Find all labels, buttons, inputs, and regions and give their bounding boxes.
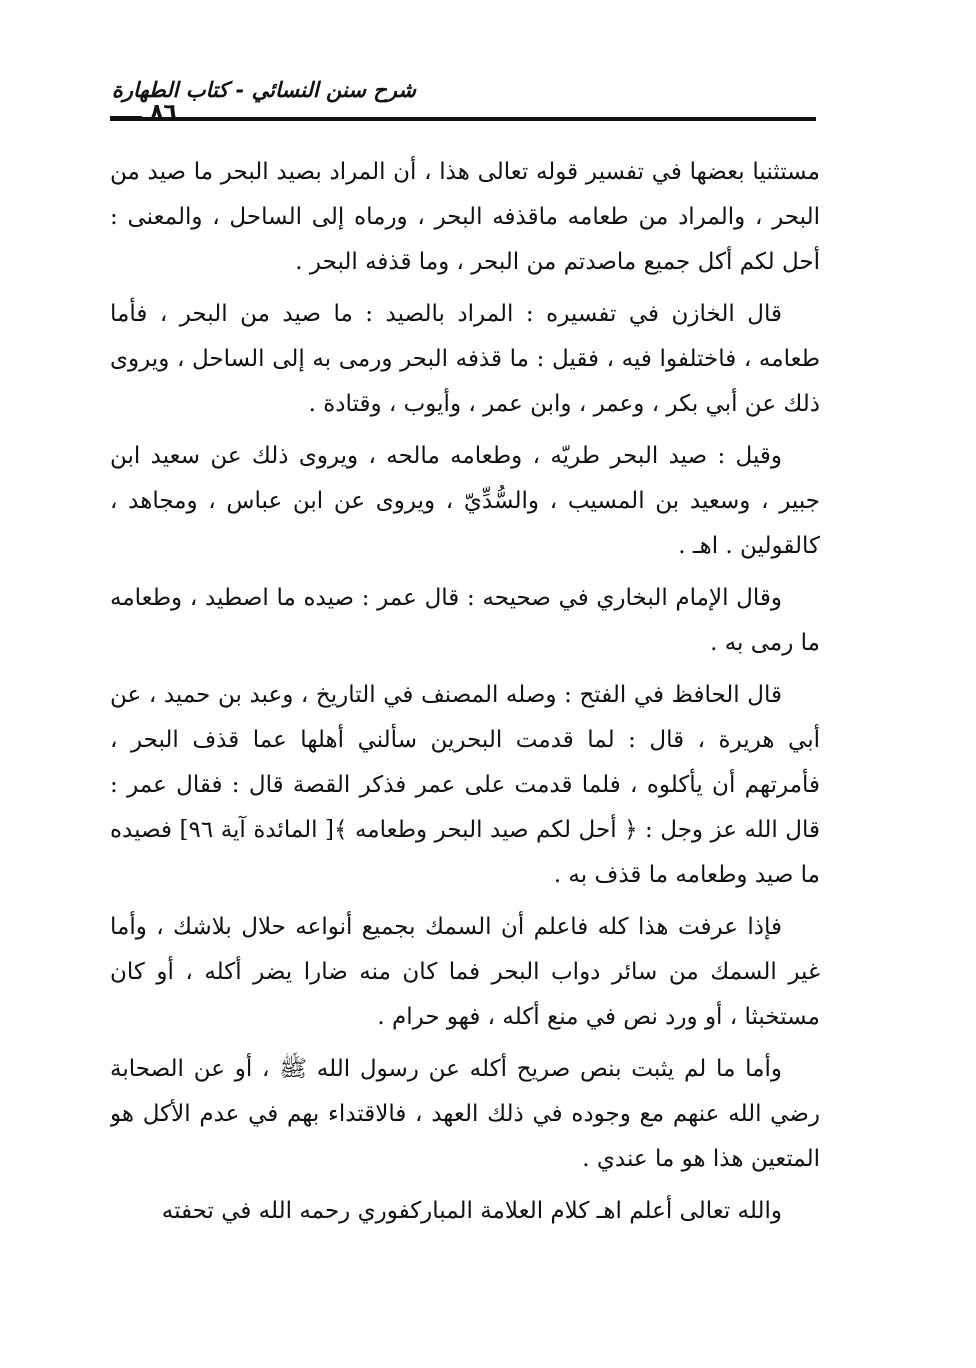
paragraph-sahaba: وأما ما لم يثبت بنص صريح أكله عن رسول الله ﷺ ، أو عن الصحابة رضي الله عنهم مع وجوده في ذلك العهد ، فالاقتداء بهم في عدم الأكل هو المتعين هذا هو ما عندي . (110, 1056, 820, 1172)
paragraph-conclusion: فإذا عرفت هذا كله فاعلم أن السمك بجميع أنواعه حلال بلاشك ، وأما غير السمك من سائر دواب البحر فما كان منه ضارا يضر أكله ، أو كان مستخبثا ، أو ورد نص في منع أكله ، فهو حرام . (110, 914, 820, 1030)
paragraph-khazin: قال الخازن في تفسيره : المراد بالصيد : ما صيد من البحر ، فأما طعامه ، فاختلفوا فيه ، فقيل : ما قذفه البحر ورمى به إلى الساحل ، ويروى ذلك عن أبي بكر ، وعمر ، وابن عمر ، وأيوب ، وقتادة . (110, 301, 820, 417)
paragraph-fath: قال الحافظ في الفتح : وصله المصنف في التاريخ ، وعبد بن حميد ، عن أبي هريرة ، قال : لما قدمت البحرين سألني أهلها عما قذف البحر ، فأمرتهم أن يأكلوه ، فلما قدمت على عمر فذكر القصة قال : فقال عمر : قال الله عز وجل : ﴿ أحل لكم صيد البحر وطعامه ﴾[ المائدة آية ٩٦] فصيده ما صيد وطعامه ما قذف به . (110, 682, 820, 888)
page-number-dash (110, 116, 142, 120)
paragraph-continuation: مستثنيا بعضها في تفسير قوله تعالى هذا ، أن المراد بصيد البحر ما صيد من البحر ، والمراد من طعامه ماقذفه البحر ، ورماه إلى الساحل ، والمعنى : أحل لكم أكل جميع ماصدتم من البحر ، وما قذفه البحر . (110, 159, 820, 275)
header-rule (110, 117, 816, 121)
paragraph-bukhari: وقال الإمام البخاري في صحيحه : قال عمر : صيده ما اصطيد ، وطعامه ما رمى به . (110, 585, 820, 656)
paragraph-closing: والله تعالى أعلم اهـ كلام العلامة المباركفوري رحمه الله في تحفته (161, 1198, 782, 1224)
page-number: ٨٦ (150, 100, 177, 125)
paragraph-second-opinion: وقيل : صيد البحر طريّه ، وطعامه مالحه ، ويروى ذلك عن سعيد ابن جبير ، وسعيد بن المسيب ، والسُّدِّيّ ، ويروى عن ابن عباس ، ومجاهد ، كالقولين . اهـ . (110, 443, 820, 559)
running-title: شرح سنن النسائي - كتاب الطهارة (111, 78, 416, 102)
body-text (110, 150, 820, 1340)
